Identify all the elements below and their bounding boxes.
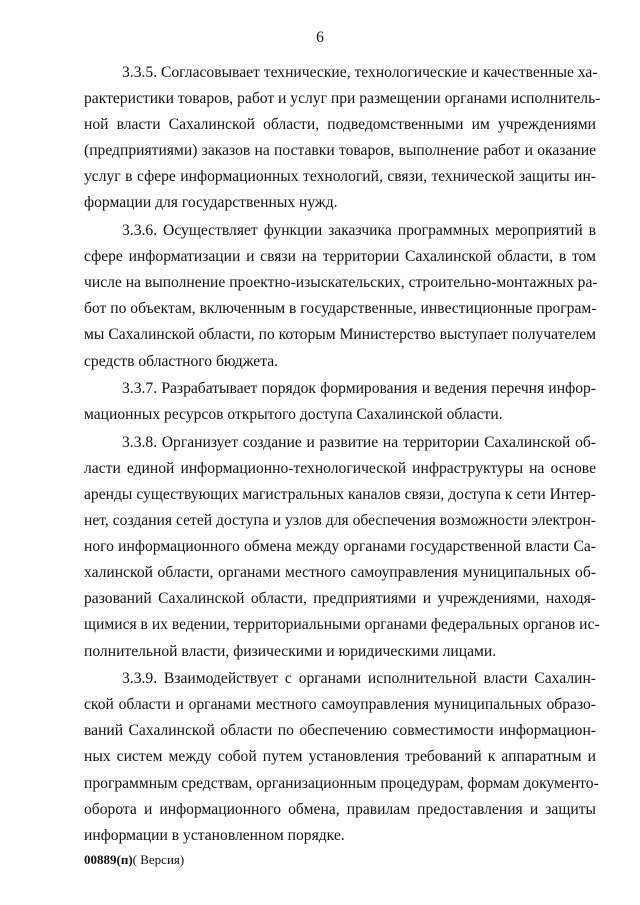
paragraph-line: ваний Сахалинской области по обеспечению совместимости информацион-	[84, 722, 596, 740]
paragraph-line: мационных ресурсов открытого доступа Сахалинской области.	[84, 406, 503, 424]
paragraph-line: нет, создания сетей доступа и узлов для обеспечения возможности электрон-	[84, 512, 596, 530]
document-code: 00889(п)	[84, 852, 133, 867]
paragraph-line: бот по объектам, включенным в государственные, инвестиционные програм-	[84, 300, 597, 318]
document-version: ( Версия)	[132, 852, 185, 867]
paragraph-line: числе на выполнение проектно-изыскательских, строительно-монтажных ра-	[84, 274, 598, 292]
paragraph-line: халинской области, органами местного самоуправления муниципальных об-	[84, 564, 596, 582]
paragraph-line: 3.3.8. Организует создание и развитие на территории Сахалинской об-	[122, 433, 596, 451]
paragraph-line: разований Сахалинской области, предприятиями и учреждениями, находя-	[84, 590, 596, 608]
paragraph-line: сфере информатизации и связи на территории Сахалинской области, в том	[84, 248, 596, 266]
paragraph-line: услуг в сфере информационных технологий, связи, технической защиты ин-	[84, 168, 596, 186]
paragraph-line: щимися в их ведении, территориальными органами федеральных органов ис-	[84, 616, 600, 634]
document-body	[84, 60, 601, 849]
paragraph-3-3-8	[84, 430, 600, 665]
paragraph-line: оборота и информационного обмена, правилам предоставления и защиты	[84, 800, 596, 818]
page-number: 6	[316, 29, 324, 46]
paragraph-line: формации для государственных нужд.	[84, 194, 338, 212]
paragraph-line: ного информационного обмена между органами государственной власти Са-	[84, 538, 596, 556]
paragraph-line: 3.3.5. Согласовывает технические, технологические и качественные ха-	[122, 64, 598, 81]
paragraph-3-3-5	[84, 60, 601, 217]
paragraph-line: ных систем между собой путем установления требований к аппаратным и	[84, 748, 596, 766]
paragraph-line: программным средствам, организационным процедурам, формам документо-	[84, 774, 599, 792]
paragraph-3-3-7	[84, 376, 596, 428]
paragraph-line: 3.3.9. Взаимодействует с органами исполнительной власти Сахалин-	[122, 670, 596, 688]
paragraph-line: (предприятиями) заказов на поставки товаров, выполнение работ и оказание	[84, 142, 596, 160]
paragraph-line: средств областного бюджета.	[84, 352, 279, 370]
paragraph-line: ской области и органами местного самоуправления муниципальных образо-	[84, 696, 596, 714]
paragraph-line: аренды существующих магистральных каналов связи, доступа к сети Интер-	[84, 486, 596, 503]
paragraph-line: ной власти Сахалинской области, подведомственными им учреждениями	[84, 116, 596, 134]
paragraph-line: полнительной власти, физическими и юридическими лицами.	[84, 642, 497, 660]
document-footer	[84, 852, 184, 868]
paragraph-line: ласти единой информационно-технологической инфраструктуры на основе	[84, 459, 596, 477]
paragraph-3-3-9	[84, 666, 599, 849]
paragraph-line: мы Сахалинской области, по которым Министерство выступает получателем	[84, 326, 596, 344]
paragraph-line: информации в установленном порядке.	[84, 826, 345, 844]
paragraph-line: 3.3.6. Осуществляет функции заказчика программных мероприятий в	[122, 222, 596, 240]
paragraph-line: 3.3.7. Разрабатывает порядок формирования и ведения перечня инфор-	[122, 380, 596, 398]
paragraph-line: рактеристики товаров, работ и услуг при размещении органами исполнитель-	[84, 90, 601, 108]
paragraph-3-3-6	[84, 218, 596, 375]
